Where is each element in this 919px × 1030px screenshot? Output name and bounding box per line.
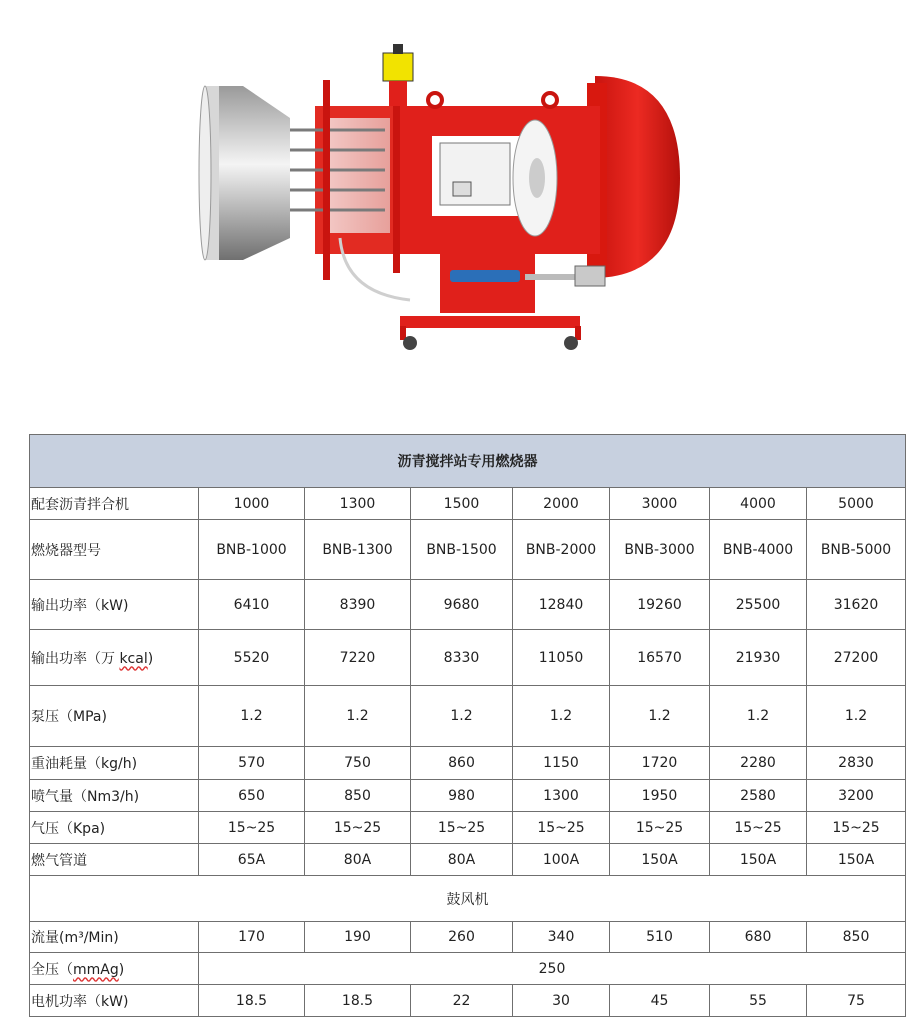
cell: 570	[199, 747, 305, 780]
cell: 18.5	[199, 985, 305, 1017]
cell: 15~25	[305, 812, 411, 844]
cell: 850	[305, 780, 411, 812]
cell: 65A	[199, 844, 305, 876]
cell: 1.2	[199, 686, 305, 747]
section-row	[30, 876, 906, 922]
cell: 190	[305, 922, 411, 953]
burner-illustration	[195, 38, 695, 358]
cell: 1.2	[513, 686, 610, 747]
cell: 340	[513, 922, 610, 953]
row-label: 输出功率（kW)	[30, 580, 199, 630]
cell: 30	[513, 985, 610, 1017]
cell: BNB-1300	[305, 520, 411, 580]
cell: 15~25	[411, 812, 513, 844]
row-label: 气压（Kpa)	[30, 812, 199, 844]
cell: 16570	[610, 630, 710, 686]
cell: 80A	[305, 844, 411, 876]
wheel-right	[564, 336, 578, 350]
row-label: 流量(m³/Min)	[30, 922, 199, 953]
row-label: 全压（mmAg)	[30, 953, 199, 985]
cell: BNB-1500	[411, 520, 513, 580]
cell: 1.2	[610, 686, 710, 747]
cell: 4000	[710, 488, 807, 520]
cell: 15~25	[199, 812, 305, 844]
table-row	[30, 686, 906, 747]
cell: 19260	[610, 580, 710, 630]
cell: 1300	[513, 780, 610, 812]
row-label: 燃烧器型号	[30, 520, 199, 580]
table-row	[30, 922, 906, 953]
cell: 750	[305, 747, 411, 780]
cell: 8330	[411, 630, 513, 686]
row-label: 燃气管道	[30, 844, 199, 876]
cell: 75	[807, 985, 906, 1017]
cell: 680	[710, 922, 807, 953]
table-title: 沥青搅拌站专用燃烧器	[30, 435, 906, 488]
cell: 15~25	[513, 812, 610, 844]
row-label: 重油耗量（kg/h)	[30, 747, 199, 780]
table-row	[30, 747, 906, 780]
cell: 850	[807, 922, 906, 953]
cell: 7220	[305, 630, 411, 686]
cell: 1150	[513, 747, 610, 780]
row-label: 泵压（MPa)	[30, 686, 199, 747]
cell: 170	[199, 922, 305, 953]
table-row	[30, 953, 906, 985]
table-row	[30, 985, 906, 1017]
cell: 27200	[807, 630, 906, 686]
cell: 80A	[411, 844, 513, 876]
cell: BNB-1000	[199, 520, 305, 580]
cell: 260	[411, 922, 513, 953]
cell: BNB-3000	[610, 520, 710, 580]
cell: 1.2	[305, 686, 411, 747]
cell: 510	[610, 922, 710, 953]
cell: 12840	[513, 580, 610, 630]
cell: 15~25	[710, 812, 807, 844]
table-row	[30, 520, 906, 580]
cell: 150A	[710, 844, 807, 876]
cell: 9680	[411, 580, 513, 630]
table-row	[30, 780, 906, 812]
merged-cell: 250	[199, 953, 906, 985]
cell: 150A	[807, 844, 906, 876]
cell: BNB-5000	[807, 520, 906, 580]
cell: BNB-4000	[710, 520, 807, 580]
row-label: 电机功率（kW)	[30, 985, 199, 1017]
row-label: 配套沥青拌合机	[30, 488, 199, 520]
table-row	[30, 812, 906, 844]
cell: 18.5	[305, 985, 411, 1017]
cell: 1.2	[411, 686, 513, 747]
cell: 1500	[411, 488, 513, 520]
cell: 860	[411, 747, 513, 780]
cell: 100A	[513, 844, 610, 876]
cell: 1300	[305, 488, 411, 520]
cell: 8390	[305, 580, 411, 630]
table-row	[30, 844, 906, 876]
cell: 980	[411, 780, 513, 812]
cell: 15~25	[807, 812, 906, 844]
cell: 6410	[199, 580, 305, 630]
cell: 2580	[710, 780, 807, 812]
cell: 11050	[513, 630, 610, 686]
cell: 1.2	[710, 686, 807, 747]
cell: 25500	[710, 580, 807, 630]
cell: 150A	[610, 844, 710, 876]
row-label: 输出功率（万 kcal)	[30, 630, 199, 686]
cell: 1000	[199, 488, 305, 520]
cell: 1.2	[807, 686, 906, 747]
top-valve	[383, 53, 413, 81]
cell: 5520	[199, 630, 305, 686]
spec-table	[29, 434, 906, 1017]
cell: 21930	[710, 630, 807, 686]
wheel-left	[403, 336, 417, 350]
table-row	[30, 580, 906, 630]
cell: 2000	[513, 488, 610, 520]
blower-housing	[595, 76, 680, 278]
cell: 1720	[610, 747, 710, 780]
cell: BNB-2000	[513, 520, 610, 580]
table-title-row	[30, 435, 906, 488]
row-label: 喷气量（Nm3/h)	[30, 780, 199, 812]
table-row	[30, 630, 906, 686]
cell: 15~25	[610, 812, 710, 844]
cell: 3200	[807, 780, 906, 812]
cell: 1950	[610, 780, 710, 812]
motor-block	[440, 143, 510, 205]
cell: 55	[710, 985, 807, 1017]
cell: 650	[199, 780, 305, 812]
section-title: 鼓风机	[30, 876, 906, 922]
cell: 22	[411, 985, 513, 1017]
cell: 2830	[807, 747, 906, 780]
cell: 2280	[710, 747, 807, 780]
table-row	[30, 488, 906, 520]
cell: 3000	[610, 488, 710, 520]
cell: 5000	[807, 488, 906, 520]
cell: 31620	[807, 580, 906, 630]
cell: 45	[610, 985, 710, 1017]
